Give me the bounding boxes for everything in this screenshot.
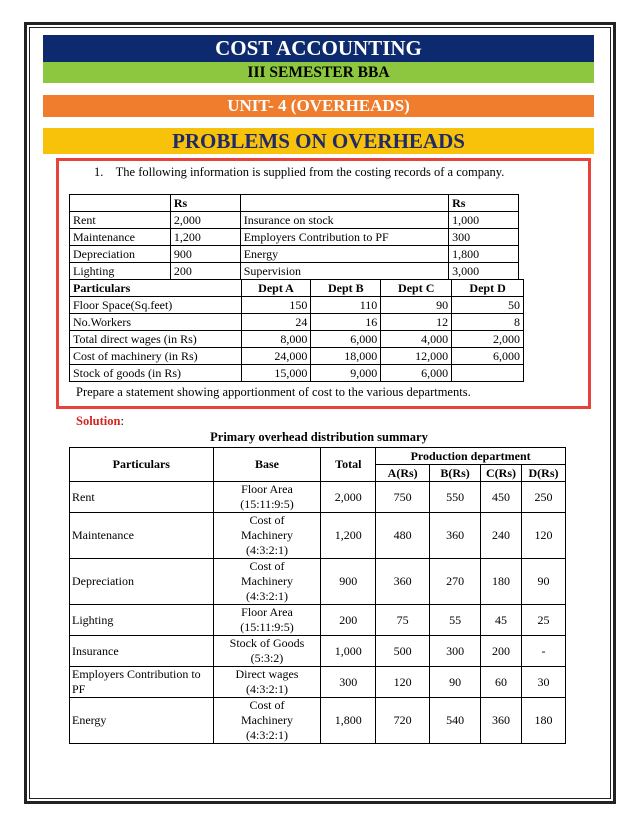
table-row (70, 331, 524, 348)
dept-cell: 16 (311, 314, 381, 331)
summary-particular: Maintenance (70, 513, 214, 559)
dept-cell: 2,000 (452, 331, 524, 348)
expense-cell: Lighting (70, 263, 171, 280)
table-row (70, 667, 566, 698)
table-row (70, 482, 566, 513)
summary-base (213, 636, 321, 667)
summary-value: 200 (321, 605, 376, 636)
expense-cell: 200 (170, 263, 240, 280)
dept-cell: 8,000 (241, 331, 311, 348)
section-banner: PROBLEMS ON OVERHEADS (43, 128, 594, 154)
summary-value: 180 (522, 698, 566, 744)
question-instruction: Prepare a statement showing apportionment of cost to the various departments. (76, 385, 471, 399)
summary-value: 45 (481, 605, 522, 636)
table-row (70, 229, 519, 246)
dept-cell: Floor Space(Sq.feet) (70, 297, 242, 314)
summary-base-line: Direct wages (235, 667, 299, 681)
summary-value: 720 (376, 698, 430, 744)
header-particulars: Particulars (70, 448, 214, 482)
summary-value: 25 (522, 605, 566, 636)
summary-base-line: Cost of (249, 559, 285, 573)
dept-header-cell: Dept A (241, 280, 311, 297)
expense-cell: Rent (70, 212, 171, 229)
dept-header-cell: Dept D (452, 280, 524, 297)
summary-base (213, 513, 321, 559)
table-row (70, 513, 566, 559)
summary-value: 200 (481, 636, 522, 667)
expense-cell: Depreciation (70, 246, 171, 263)
summary-value: 360 (376, 559, 430, 605)
table-row (70, 314, 524, 331)
summary-base-line: (4:3:2:1) (245, 682, 288, 696)
dept-cell: Total direct wages (in Rs) (70, 331, 242, 348)
table-row (70, 365, 524, 382)
summary-base-line: Cost of (249, 513, 285, 527)
dept-header-cell: Particulars (70, 280, 242, 297)
summary-value: 270 (430, 559, 481, 605)
unit-banner: UNIT- 4 (OVERHEADS) (43, 95, 594, 117)
summary-base-line: Cost of (249, 698, 285, 712)
dept-cell: 110 (311, 297, 381, 314)
dept-cell: 4,000 (381, 331, 452, 348)
solution-colon: : (120, 414, 124, 428)
summary-base-line: (5:3:2) (250, 651, 284, 665)
expense-cell: Maintenance (70, 229, 171, 246)
dept-header-cell: Dept C (381, 280, 452, 297)
table-row (70, 263, 519, 280)
summary-base (213, 698, 321, 744)
summary-value: 1,200 (321, 513, 376, 559)
table-row (70, 246, 519, 263)
summary-base (213, 605, 321, 636)
summary-value: 60 (481, 667, 522, 698)
summary-base (213, 559, 321, 605)
expense-cell: 300 (449, 229, 519, 246)
summary-value: 1,000 (321, 636, 376, 667)
summary-value: - (522, 636, 566, 667)
summary-particular: Lighting (70, 605, 214, 636)
summary-base-line: (15:11:9:5) (240, 620, 294, 634)
table-row (70, 348, 524, 365)
dept-cell: 6,000 (452, 348, 524, 365)
table-row (70, 297, 524, 314)
summary-value: 500 (376, 636, 430, 667)
summary-value: 360 (430, 513, 481, 559)
summary-value: 2,000 (321, 482, 376, 513)
question-text (94, 165, 504, 180)
summary-base-line: Machinery (240, 713, 293, 727)
semester-banner: III SEMESTER BBA (43, 62, 594, 83)
dept-cell: 50 (452, 297, 524, 314)
table-row (70, 559, 566, 605)
summary-base-line: Stock of Goods (229, 636, 305, 650)
summary-table-title: Primary overhead distribution summary (210, 430, 428, 444)
summary-value: 90 (522, 559, 566, 605)
expense-cell: 2,000 (170, 212, 240, 229)
table-header-row (70, 448, 566, 465)
table-header-cell (240, 195, 448, 212)
dept-cell: 6,000 (381, 365, 452, 382)
dept-cell (452, 365, 524, 382)
expense-cell: 1,000 (449, 212, 519, 229)
summary-value: 90 (430, 667, 481, 698)
dept-cell: 90 (381, 297, 452, 314)
course-title-banner: COST ACCOUNTING (43, 35, 594, 62)
expense-cell: Supervision (240, 263, 448, 280)
table-row (70, 698, 566, 744)
header-dept-a: A(Rs) (376, 465, 430, 482)
dept-cell: 12,000 (381, 348, 452, 365)
table-header-cell (70, 195, 171, 212)
summary-value: 900 (321, 559, 376, 605)
header-total: Total (321, 448, 376, 482)
summary-particular: Employers Contribution to PF (70, 667, 214, 698)
summary-value: 300 (321, 667, 376, 698)
overhead-distribution-table (69, 447, 566, 744)
table-row (70, 212, 519, 229)
summary-base-line: Machinery (240, 528, 293, 542)
summary-value: 55 (430, 605, 481, 636)
table-row (70, 605, 566, 636)
summary-value: 120 (376, 667, 430, 698)
table-header-row (70, 280, 524, 297)
summary-base-line: Floor Area (241, 482, 293, 496)
summary-particular: Depreciation (70, 559, 214, 605)
dept-cell: 15,000 (241, 365, 311, 382)
expense-cell: Energy (240, 246, 448, 263)
summary-value: 240 (481, 513, 522, 559)
table-header-cell: Rs (449, 195, 519, 212)
summary-base-line: Machinery (240, 574, 293, 588)
summary-value: 75 (376, 605, 430, 636)
summary-particular: Rent (70, 482, 214, 513)
summary-particular: Insurance (70, 636, 214, 667)
department-table (69, 279, 524, 382)
summary-base-line: (4:3:2:1) (245, 543, 288, 557)
summary-value: 180 (481, 559, 522, 605)
header-dept-d: D(Rs) (522, 465, 566, 482)
table-row (70, 636, 566, 667)
header-base: Base (213, 448, 321, 482)
table-row (70, 195, 519, 212)
dept-header-cell: Dept B (311, 280, 381, 297)
summary-base (213, 667, 321, 698)
summary-base-line: (4:3:2:1) (245, 728, 288, 742)
summary-value: 300 (430, 636, 481, 667)
summary-value: 120 (522, 513, 566, 559)
summary-particular: Energy (70, 698, 214, 744)
dept-cell: Stock of goods (in Rs) (70, 365, 242, 382)
header-production-department: Production department (376, 448, 566, 465)
header-dept-c: C(Rs) (481, 465, 522, 482)
summary-base-line: (15:11:9:5) (240, 497, 294, 511)
table-header-cell: Rs (170, 195, 240, 212)
summary-base (213, 482, 321, 513)
summary-base-line: (4:3:2:1) (245, 589, 288, 603)
summary-value: 550 (430, 482, 481, 513)
question-number: 1. (94, 165, 104, 179)
dept-cell: 12 (381, 314, 452, 331)
solution-heading (76, 414, 124, 429)
expense-cell: 1,200 (170, 229, 240, 246)
dept-cell: 24 (241, 314, 311, 331)
dept-cell: 24,000 (241, 348, 311, 365)
expenses-table (69, 194, 519, 280)
expense-cell: Employers Contribution to PF (240, 229, 448, 246)
summary-base-line: Floor Area (241, 605, 293, 619)
expense-cell: 3,000 (449, 263, 519, 280)
dept-cell: 150 (241, 297, 311, 314)
summary-value: 750 (376, 482, 430, 513)
summary-value: 360 (481, 698, 522, 744)
dept-cell: 18,000 (311, 348, 381, 365)
dept-cell: No.Workers (70, 314, 242, 331)
expense-cell: 900 (170, 246, 240, 263)
summary-value: 480 (376, 513, 430, 559)
summary-value: 250 (522, 482, 566, 513)
dept-cell: 9,000 (311, 365, 381, 382)
dept-cell: 6,000 (311, 331, 381, 348)
summary-value: 540 (430, 698, 481, 744)
summary-value: 450 (481, 482, 522, 513)
dept-cell: 8 (452, 314, 524, 331)
header-dept-b: B(Rs) (430, 465, 481, 482)
question-statement: The following information is supplied from the costing records of a company. (115, 165, 505, 179)
expense-cell: 1,800 (449, 246, 519, 263)
summary-value: 1,800 (321, 698, 376, 744)
solution-label: Solution (76, 414, 121, 428)
dept-cell: Cost of machinery (in Rs) (70, 348, 242, 365)
summary-value: 30 (522, 667, 566, 698)
expense-cell: Insurance on stock (240, 212, 448, 229)
